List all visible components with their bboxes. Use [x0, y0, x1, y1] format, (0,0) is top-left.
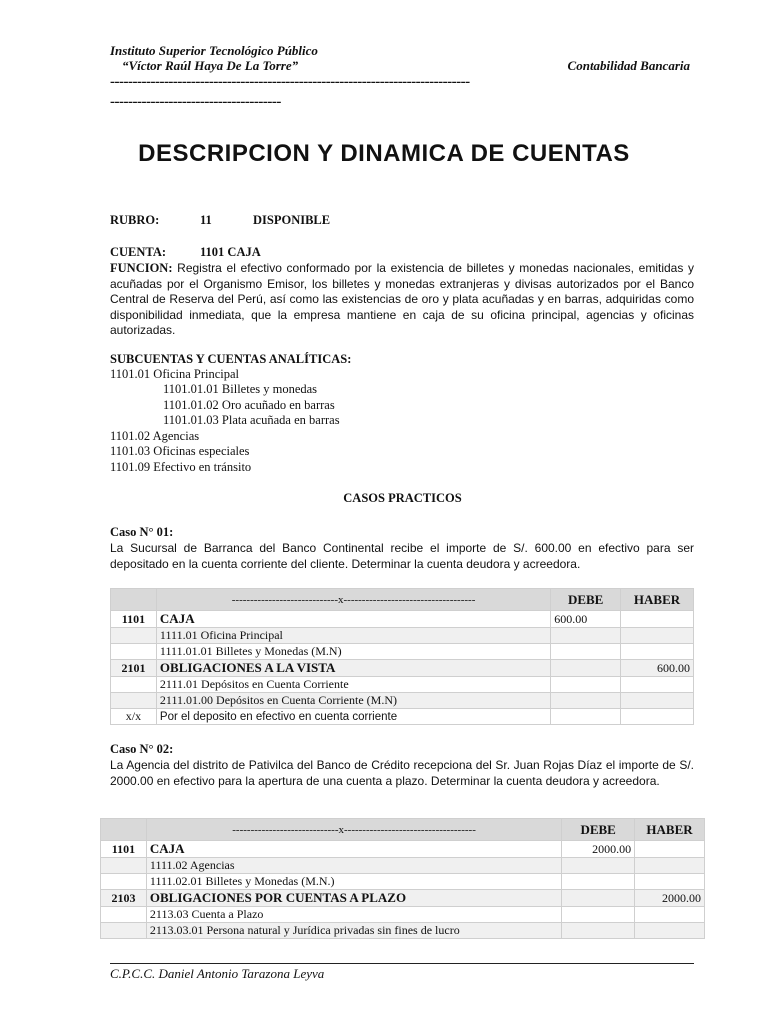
table-row: 1111.01 Oficina Principal	[111, 628, 694, 644]
subcuentas-heading: SUBCUENTAS Y CUENTAS ANALÍTICAS:	[110, 352, 352, 366]
subcuenta-item: 1101.01.01 Billetes y monedas	[163, 382, 318, 396]
footer-author: C.P.C.C. Daniel Antonio Tarazona Leyva	[110, 966, 325, 981]
page-title: DESCRIPCION Y DINAMICA DE CUENTAS	[138, 140, 630, 167]
course-name: Contabilidad Bancaria	[567, 58, 690, 73]
footer-divider	[110, 963, 694, 964]
rubro-name: DISPONIBLE	[253, 213, 331, 227]
rubro-code: 11	[200, 213, 212, 227]
institute-name: Instituto Superior Tecnológico Público	[110, 43, 318, 58]
haber-header: HABER	[621, 589, 694, 611]
rubro-label: RUBRO:	[110, 213, 160, 227]
header-rule-1: --------------------------------------------------------------------------------	[110, 74, 470, 90]
table-row: 1111.02 Agencias	[101, 858, 705, 874]
table-row: 2111.01 Depósitos en Cuenta Corriente	[111, 677, 694, 693]
separator-cell: -----------------------------x------------------------------------	[156, 589, 550, 611]
table-row: 2113.03 Cuenta a Plazo	[101, 907, 705, 923]
caso1-label: Caso N° 01:	[110, 525, 174, 539]
subcuenta-item: 1101.01 Oficina Principal	[110, 367, 240, 381]
debe-header: DEBE	[562, 819, 635, 841]
table-row: 1101 CAJA 2000.00	[101, 841, 705, 858]
funcion-paragraph	[110, 261, 694, 339]
funcion-label: FUNCION:	[110, 261, 173, 275]
cuenta-label: CUENTA:	[110, 245, 167, 259]
subcuenta-item: 1101.01.02 Oro acuñado en barras	[163, 398, 335, 412]
cuenta-value: 1101 CAJA	[200, 245, 261, 259]
subcuenta-item: 1101.02 Agencias	[110, 429, 200, 443]
table-row: 2113.03.01 Persona natural y Jurídica privadas sin fines de lucro	[101, 923, 705, 939]
table-row: 2103 OBLIGACIONES POR CUENTAS A PLAZO 2000.00	[101, 890, 705, 907]
caso1-ledger-table	[110, 588, 694, 725]
table-row: 1111.02.01 Billetes y Monedas (M.N.)	[101, 874, 705, 890]
caso2-text: La Agencia del distrito de Pativilca del Banco de Crédito recepciona del Sr. Juan Rojas Díaz el importe de S/. 2000.00 en efectivo para la apertura de una cuenta a plazo. Determinar la cuenta deudora y acreedora.	[110, 758, 694, 788]
table-row: 2111.01.00 Depósitos en Cuenta Corriente (M.N)	[111, 693, 694, 709]
casos-heading: CASOS PRACTICOS	[343, 491, 462, 505]
caso2-label: Caso N° 02:	[110, 742, 174, 756]
table-header-row	[101, 819, 705, 841]
haber-header: HABER	[635, 819, 705, 841]
table-row: 1101 CAJA 600.00	[111, 611, 694, 628]
table-row: x/x Por el deposito en efectivo en cuenta corriente	[111, 709, 694, 725]
debe-header: DEBE	[551, 589, 621, 611]
table-row: 2101 OBLIGACIONES A LA VISTA 600.00	[111, 660, 694, 677]
table-header-row	[111, 589, 694, 611]
subcuenta-item: 1101.01.03 Plata acuñada en barras	[163, 413, 340, 427]
caso2-ledger-table	[100, 818, 705, 939]
header-rule-2: --------------------------------------	[110, 94, 281, 110]
caso1-text: La Sucursal de Barranca del Banco Continental recibe el importe de S/. 600.00 en efectivo para ser depositado en la cuenta corriente del cliente. Determinar la cuenta deudora y acreedora.	[110, 541, 694, 571]
subcuenta-item: 1101.03 Oficinas especiales	[110, 444, 250, 458]
separator-cell: -----------------------------x------------------------------------	[146, 819, 561, 841]
subcuenta-item: 1101.09 Efectivo en tránsito	[110, 460, 252, 474]
institute-subname: “Víctor Raúl Haya De La Torre”	[122, 58, 299, 73]
table-row: 1111.01.01 Billetes y Monedas (M.N)	[111, 644, 694, 660]
funcion-text: Registra el efectivo conformado por la existencia de billetes y monedas nacionales, emitidas y acuñadas por el Organismo Emisor, los billetes y monedas extranjeras y divisas autorizados por el Banco Central de Reserva del Perú, así como las existencias de oro y plata acuñadas y en barras, adquiridas como disponibilidad inmediata, que la empresa mantiene en caja de su oficina principal, agencias y oficinas autorizadas.	[110, 261, 695, 337]
